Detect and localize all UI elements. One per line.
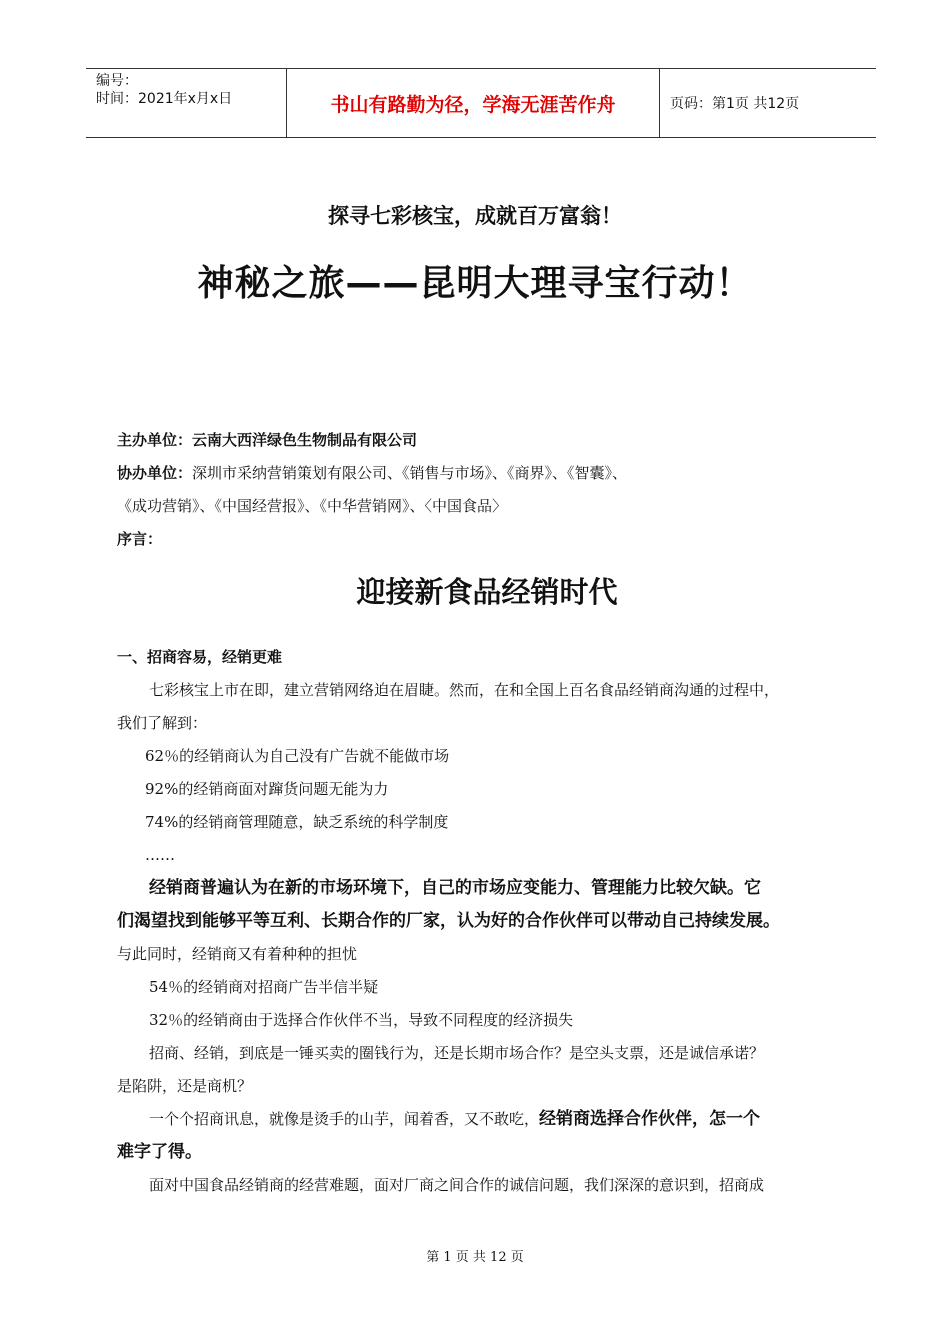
document-subtitle: 探寻七彩核宝，成就百万富翁！ [328,204,622,228]
header-page-info: 页码：第1页 共12页 [670,96,800,112]
document-body [117,424,857,1202]
plain-line: 与此同时，经销商又有着种种的担忧 [117,945,358,963]
paragraph-3-line2: 难字了得。 [117,1142,202,1162]
paragraph-3-bold: 经销商选择合作伙伴，怎一个 [539,1109,761,1129]
cohost-value-line2: 《成功营销》、《中国经营报》、《中华营销网》、〈中国食品〉 [117,497,508,515]
section1-heading: 一、招商容易，经销更难 [117,648,283,666]
header-meta [86,69,287,137]
document-time: 时间：2021年x月x日 [96,91,233,107]
paragraph-3-plain: 一个个招商讯息，就像是烫手的山芋，闻着香，又不敢吃， [149,1110,540,1128]
stat-ellipsis: …… [145,846,175,864]
stat-item: 54％的经销商对招商广告半信半疑 [149,978,379,996]
paragraph-2-line1: 招商、经销，到底是一锤买卖的圈钱行为，还是长期市场合作？是空头支票，还是诚信承诺？ [149,1044,765,1062]
document-title: 神秘之旅——昆明大理寻宝行动！ [197,263,753,304]
emphasis-line2: 们渴望找到能够平等互利、长期合作的厂家，认为好的合作伙伴可以带动自己持续发展。 [117,911,780,931]
paragraph-4-line1: 面对中国食品经销商的经营难题，面对厂商之间合作的诚信问题，我们深深的意识到，招商成 [149,1176,765,1194]
stat-item: 92%的经销商面对蹿货问题无能为力 [145,780,389,798]
cohost-organizer [117,457,857,490]
header-motto: 书山有路勤为径，学海无涯苦作舟 [287,69,660,137]
host-organizer [117,424,857,457]
document-number-label: 编号： [96,73,138,89]
paragraph-1-line2: 我们了解到： [117,714,208,732]
paragraph-1-line1: 七彩核宝上市在即，建立营销网络迫在眉睫。然而，在和全国上百名食品经销商沟通的过程中， [149,681,780,699]
cohost-value-line1: 深圳市采纳营销策划有限公司、《销售与市场》、《商界》、《智囊》、 [192,464,628,482]
host-label: 主办单位： [117,431,193,449]
paragraph-3-line1 [117,1103,857,1136]
page-footer: 第 1 页 共 12 页 [426,1250,524,1265]
stat-item: 74%的经销商管理随意，缺乏系统的科学制度 [145,813,449,831]
stat-item: 32％的经销商由于选择合作伙伴不当，导致不同程度的经济损失 [149,1011,574,1029]
emphasis-line1: 经销商普遍认为在新的市场环境下，自己的市场应变能力、管理能力比较欠缺。它 [149,878,761,898]
cohost-label: 协办单位： [117,464,193,482]
stat-item: 62％的经销商认为自己没有广告就不能做市场 [145,747,450,765]
section-title: 迎接新食品经销时代 [356,575,618,609]
host-value: 云南大西洋绿色生物制品有限公司 [192,431,418,449]
page-header [86,68,876,138]
paragraph-2-line2: 是陷阱，还是商机？ [117,1077,253,1095]
preface-label: 序言： [117,530,163,548]
